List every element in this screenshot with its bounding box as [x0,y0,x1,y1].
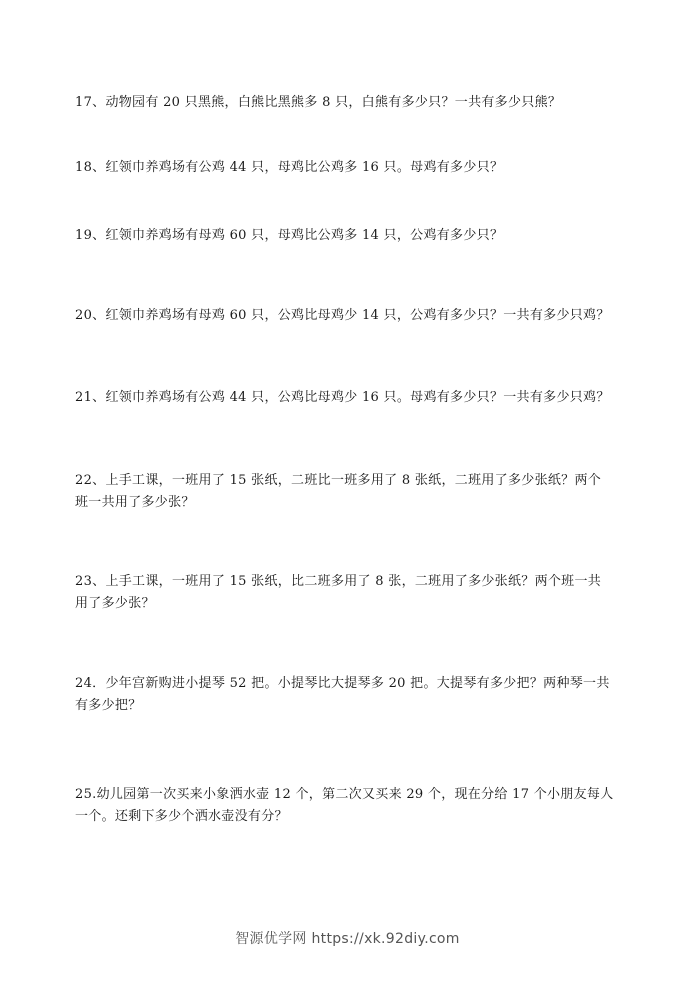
question-17-line-1: 17、动物园有 20 只黑熊，白熊比黑熊多 8 只，白熊有多少只？一共有多少只熊？ [75,95,562,110]
question-22-line-1: 22、上手工课，一班用了 15 张纸，二班比一班多用了 8 张纸，二班用了多少张纸？两个 [75,473,602,488]
question-19 [75,225,627,247]
question-18-line-1: 18、红领巾养鸡场有公鸡 44 只，母鸡比公鸡多 16 只。母鸡有多少只？ [75,160,504,175]
question-21-line-1: 21、红领巾养鸡场有公鸡 44 只，公鸡比母鸡少 16 只。母鸡有多少只？一共有多少只鸡？ [75,390,610,405]
question-17 [75,92,627,114]
question-19-line-1: 19、红领巾养鸡场有母鸡 60 只，母鸡比公鸡多 14 只，公鸡有多少只？ [75,228,504,243]
question-23 [75,571,627,615]
footer-watermark: 智源优学网 https://xk.92diy.com [235,931,460,947]
question-20-line-1: 20、红领巾养鸡场有母鸡 60 只，公鸡比母鸡少 14 只，公鸡有多少只？一共有多少只鸡？ [75,308,610,323]
question-21 [75,387,627,409]
question-24 [75,673,627,717]
question-24-line-2: 有多少把？ [75,698,142,713]
question-18 [75,157,627,179]
question-23-line-1: 23、上手工课，一班用了 15 张纸，比二班多用了 8 张，二班用了多少张纸？两个班一共 [75,574,602,589]
question-25 [75,784,627,828]
question-20 [75,305,627,327]
question-25-line-2: 一个。还剩下多少个洒水壶没有分？ [75,809,288,824]
question-22-line-2: 班一共用了多少张？ [75,495,195,510]
question-24-line-1: 24．少年宫新购进小提琴 52 把。小提琴比大提琴多 20 把。大提琴有多少把？两种琴一共 [75,676,610,691]
question-23-line-2: 用了多少张？ [75,596,155,611]
question-25-line-1: 25.幼儿园第一次买来小象洒水壶 12 个，第二次又买来 29 个，现在分给 17 个小朋友每人 [75,787,614,802]
question-22 [75,470,627,514]
